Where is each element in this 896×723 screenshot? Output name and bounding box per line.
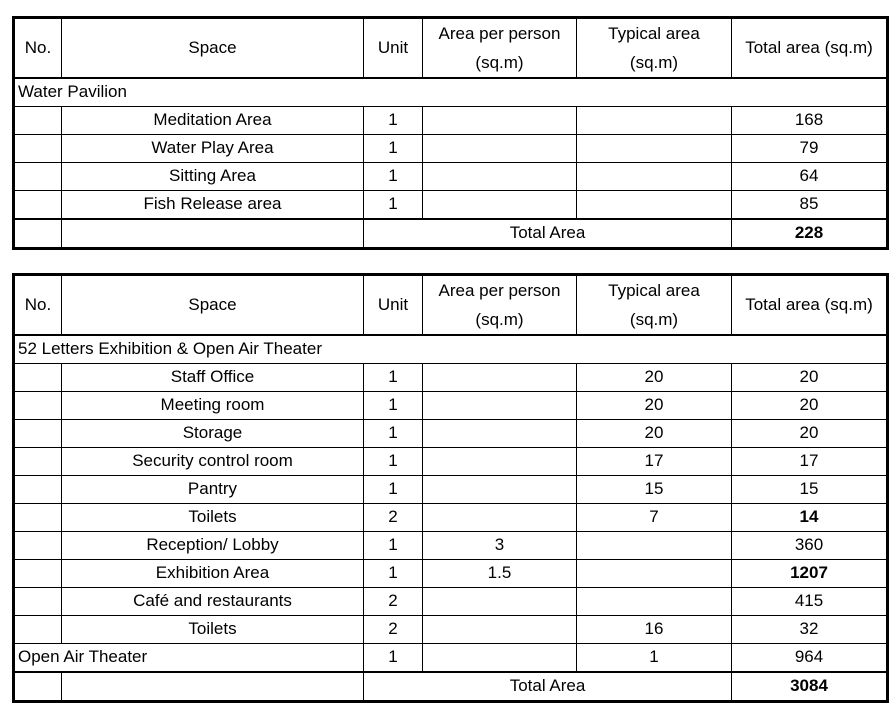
total-area-cell: 32 [732,616,888,644]
header-total-area: Total area (sq.m) [732,18,888,79]
area-per-person-cell [423,644,577,673]
table-row [14,532,888,560]
total-area-cell: 14 [732,504,888,532]
area-per-person-cell [423,476,577,504]
total-area-cell: 168 [732,107,888,135]
unit-cell: 1 [364,532,423,560]
total-area-cell: 20 [732,392,888,420]
no-cell [14,191,62,220]
total-area-cell: 15 [732,476,888,504]
area-per-person-cell [423,448,577,476]
header-space: Space [62,18,364,79]
section-title: Water Pavilion [14,78,888,107]
typical-area-cell [577,107,732,135]
section-row [14,78,888,107]
table-row [14,448,888,476]
header-typical-area [577,275,732,336]
area-per-person-cell [423,107,577,135]
total-area-cell: 64 [732,163,888,191]
typical-area-cell [577,191,732,220]
header-area-per-person [423,275,577,336]
no-cell [14,107,62,135]
space-cell: Fish Release area [62,191,364,220]
space-cell [62,219,364,249]
typical-area-cell [577,588,732,616]
space-cell: Reception/ Lobby [62,532,364,560]
unit-cell: 1 [364,135,423,163]
exhibition-theater-table [12,273,889,703]
space-cell: Meeting room [62,392,364,420]
no-cell [14,616,62,644]
header-typical-area-line2: (sq.m) [629,53,679,72]
typical-area-cell: 1 [577,644,732,673]
no-cell [14,219,62,249]
total-area-cell: 17 [732,448,888,476]
table-row [14,616,888,644]
section-row [14,335,888,364]
no-cell [14,392,62,420]
header-unit: Unit [364,18,423,79]
table-row [14,163,888,191]
total-area-cell: 20 [732,420,888,448]
header-typical-area-line1: Typical area [608,24,700,43]
header-no: No. [14,18,62,79]
space-cell: Staff Office [62,364,364,392]
area-per-person-cell [423,163,577,191]
header-total-area: Total area (sq.m) [732,275,888,336]
section-title: 52 Letters Exhibition & Open Air Theater [14,335,888,364]
total-row [14,672,888,702]
space-cell: Café and restaurants [62,588,364,616]
total-area-cell: 85 [732,191,888,220]
no-cell [14,135,62,163]
no-cell [14,532,62,560]
typical-area-cell: 7 [577,504,732,532]
header-typical-area-line1: Typical area [608,281,700,300]
total-area-cell: 360 [732,532,888,560]
no-cell [14,588,62,616]
typical-area-cell: 20 [577,392,732,420]
open-air-theater-row [14,644,888,673]
table-row [14,588,888,616]
header-typical-area-line2: (sq.m) [629,310,679,329]
unit-cell: 1 [364,163,423,191]
space-cell: Meditation Area [62,107,364,135]
area-per-person-cell [423,588,577,616]
space-cell: Toilets [62,616,364,644]
table-row [14,364,888,392]
space-cell: Pantry [62,476,364,504]
typical-area-cell: 15 [577,476,732,504]
no-cell [14,672,62,702]
table-row [14,191,888,220]
unit-cell: 1 [364,448,423,476]
typical-area-cell [577,532,732,560]
unit-cell: 1 [364,644,423,673]
typical-area-cell: 20 [577,420,732,448]
typical-area-cell: 16 [577,616,732,644]
unit-cell: 2 [364,616,423,644]
no-cell [14,560,62,588]
total-area-cell: 415 [732,588,888,616]
total-area-cell: 20 [732,364,888,392]
no-cell [14,476,62,504]
area-per-person-cell [423,392,577,420]
area-per-person-cell [423,616,577,644]
water-pavilion-table [12,16,889,250]
no-cell [14,364,62,392]
typical-area-cell: 20 [577,364,732,392]
table-row [14,560,888,588]
no-cell [14,448,62,476]
typical-area-cell [577,163,732,191]
total-value: 3084 [732,672,888,702]
space-cell: Open Air Theater [14,644,364,673]
no-cell [14,420,62,448]
unit-cell: 2 [364,588,423,616]
unit-cell: 2 [364,504,423,532]
table-row [14,135,888,163]
space-cell [62,672,364,702]
area-per-person-cell: 1.5 [423,560,577,588]
space-cell: Toilets [62,504,364,532]
area-per-person-cell [423,135,577,163]
header-area-per-person-line2: (sq.m) [475,53,524,72]
unit-cell: 1 [364,364,423,392]
table-row [14,476,888,504]
table-row [14,392,888,420]
area-per-person-cell [423,191,577,220]
unit-cell: 1 [364,107,423,135]
area-per-person-cell [423,504,577,532]
space-cell: Security control room [62,448,364,476]
header-unit: Unit [364,275,423,336]
total-area-cell: 79 [732,135,888,163]
header-no: No. [14,275,62,336]
typical-area-cell [577,560,732,588]
area-per-person-cell: 3 [423,532,577,560]
header-typical-area [577,18,732,79]
total-label: Total Area [364,219,732,249]
typical-area-cell: 17 [577,448,732,476]
total-value: 228 [732,219,888,249]
no-cell [14,504,62,532]
header-space: Space [62,275,364,336]
space-cell: Sitting Area [62,163,364,191]
header-area-per-person-line1: Area per person [438,24,561,43]
unit-cell: 1 [364,420,423,448]
space-cell: Exhibition Area [62,560,364,588]
unit-cell: 1 [364,476,423,504]
header-row [14,18,888,79]
unit-cell: 1 [364,392,423,420]
no-cell [14,163,62,191]
table-row [14,107,888,135]
total-label: Total Area [364,672,732,702]
area-per-person-cell [423,364,577,392]
area-per-person-cell [423,420,577,448]
header-area-per-person-line1: Area per person [438,281,561,300]
total-row [14,219,888,249]
typical-area-cell [577,135,732,163]
table-row [14,504,888,532]
total-area-cell: 964 [732,644,888,673]
total-area-cell: 1207 [732,560,888,588]
unit-cell: 1 [364,560,423,588]
header-area-per-person [423,18,577,79]
header-row [14,275,888,336]
space-cell: Storage [62,420,364,448]
table-row [14,420,888,448]
header-area-per-person-line2: (sq.m) [475,310,524,329]
space-cell: Water Play Area [62,135,364,163]
unit-cell: 1 [364,191,423,220]
